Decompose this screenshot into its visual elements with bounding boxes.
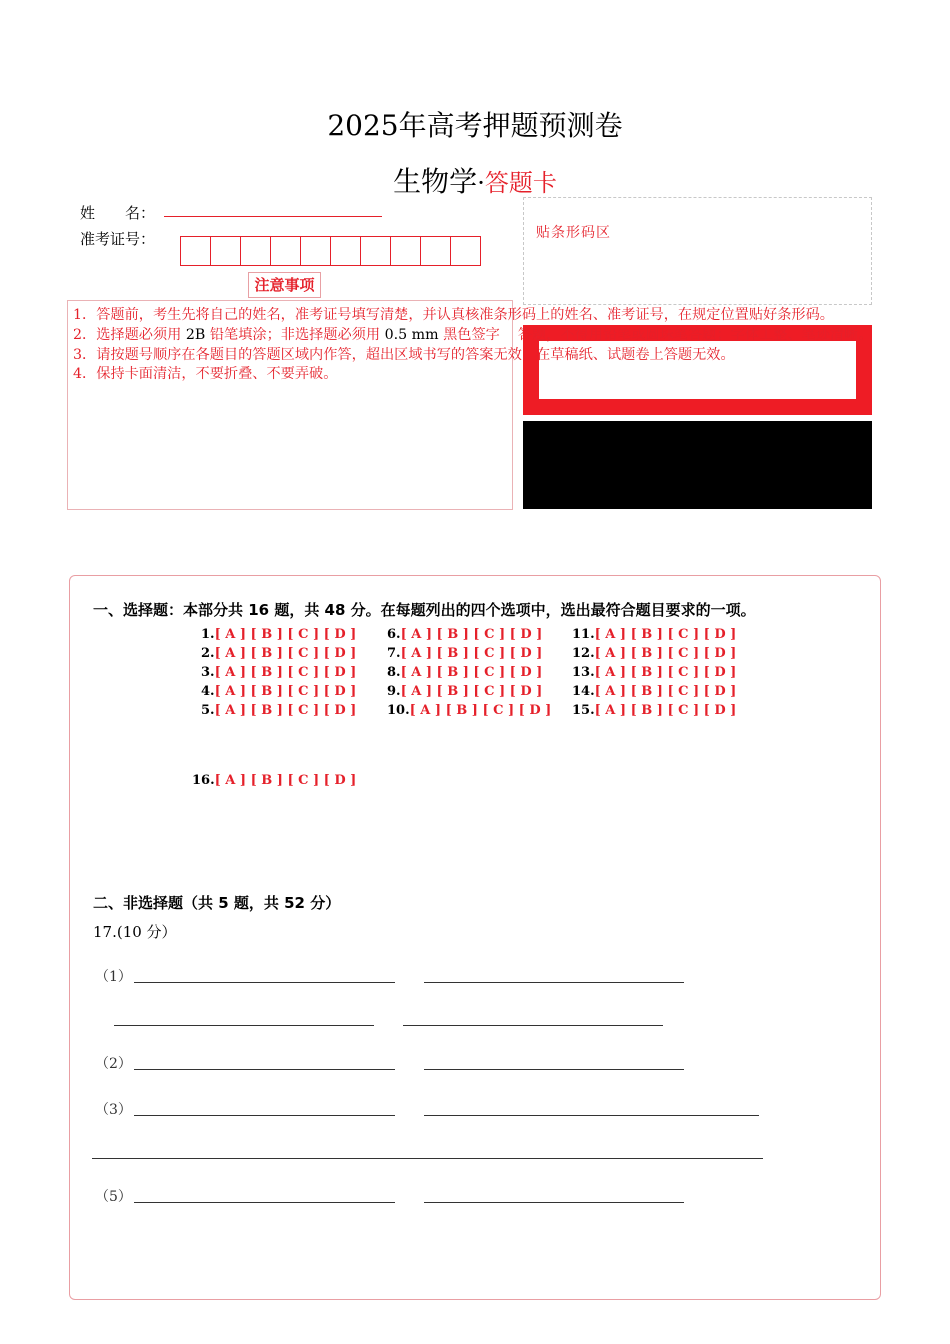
answer-line[interactable] bbox=[134, 982, 395, 983]
exam-id-cell[interactable] bbox=[210, 236, 241, 266]
page-subtitle bbox=[0, 160, 950, 200]
barcode-label: 贴条形码区 bbox=[536, 225, 611, 241]
question-number: 12. bbox=[572, 646, 595, 661]
black-block bbox=[523, 421, 872, 509]
exam-id-cell[interactable] bbox=[270, 236, 301, 266]
exam-id-cell[interactable] bbox=[420, 236, 451, 266]
answer-line[interactable] bbox=[424, 1115, 759, 1116]
choice-question bbox=[201, 684, 356, 699]
question-number: 5. bbox=[201, 703, 215, 718]
choice-question bbox=[572, 646, 736, 661]
answer-line[interactable] bbox=[424, 1069, 684, 1070]
choice-options[interactable]: [ A ] [ B ] [ C ] [ D ] bbox=[214, 627, 357, 642]
question-number: 15. bbox=[572, 703, 595, 718]
question-number: 9. bbox=[387, 684, 401, 699]
part-label: （5） bbox=[95, 1189, 132, 1205]
choice-options[interactable]: [ A ] [ B ] [ C ] [ D ] bbox=[214, 684, 357, 699]
section-2-heading: 二、非选择题（共 5 题，共 52 分） bbox=[93, 894, 341, 912]
question-number: 4. bbox=[201, 684, 215, 699]
notice-title: 注意事项 bbox=[248, 272, 321, 298]
choice-options[interactable]: [ A ] [ B ] [ C ] [ D ] bbox=[594, 703, 737, 718]
notice-item-2-part: 答题，不得用铅笔或圆珠笔答题；字体工整、笔迹清晰。 bbox=[517, 326, 873, 343]
notice-item-2-part: 2B bbox=[185, 326, 206, 343]
question-number: 6. bbox=[387, 627, 401, 642]
choice-question bbox=[201, 646, 356, 661]
question-number: 7. bbox=[387, 646, 401, 661]
exam-id-grid bbox=[180, 236, 481, 266]
name-label: 姓 名： bbox=[80, 204, 156, 222]
choice-options[interactable]: [ A ] [ B ] [ C ] [ D ] bbox=[214, 703, 357, 718]
notice-item: 3．请按题号顺序在各题目的答题区域内作答，超出区域书写的答案无效；在草稿纸、试题卷上答题无效。 bbox=[73, 346, 735, 363]
question-number: 16. bbox=[192, 773, 215, 788]
notice-item: 4．保持卡面清洁，不要折叠、不要弄破。 bbox=[73, 366, 338, 383]
choice-question bbox=[387, 646, 542, 661]
answer-line[interactable] bbox=[403, 1025, 663, 1026]
exam-id-cell[interactable] bbox=[180, 236, 211, 266]
page-title: 2025年高考押题预测卷 bbox=[327, 109, 623, 142]
section-1-heading: 一、选择题：本部分共 16 题，共 48 分。在每题列出的四个选项中，选出最符合题目要求的一项。 bbox=[93, 601, 756, 619]
question-number: 14. bbox=[572, 684, 595, 699]
choice-question bbox=[387, 684, 542, 699]
question-number: 3. bbox=[201, 665, 215, 680]
notice-item bbox=[73, 326, 873, 346]
exam-id-cell[interactable] bbox=[300, 236, 331, 266]
choice-options[interactable]: [ A ] [ B ] [ C ] [ D ] bbox=[400, 627, 543, 642]
question-number: 13. bbox=[572, 665, 595, 680]
answer-line[interactable] bbox=[114, 1025, 374, 1026]
answer-line[interactable] bbox=[134, 1202, 395, 1203]
answer-line[interactable] bbox=[134, 1069, 395, 1070]
notice-item-2-part: 2．选择题必须用 bbox=[73, 326, 186, 343]
part-label: （3） bbox=[95, 1102, 132, 1118]
name-field[interactable] bbox=[164, 216, 382, 217]
notice-item-2-part: 铅笔填涂；非选择题必须用 bbox=[205, 326, 385, 343]
answer-line[interactable] bbox=[92, 1158, 763, 1159]
question-number: 11. bbox=[572, 627, 595, 642]
subtitle-dot: · bbox=[477, 169, 485, 197]
choice-options[interactable]: [ A ] [ B ] [ C ] [ D ] bbox=[594, 665, 737, 680]
choice-question bbox=[201, 703, 356, 718]
part-label: （2） bbox=[95, 1056, 132, 1072]
choice-question bbox=[572, 684, 736, 699]
exam-id-cell[interactable] bbox=[360, 236, 391, 266]
choice-question bbox=[201, 627, 356, 642]
choice-question bbox=[192, 773, 356, 788]
choice-options[interactable]: [ A ] [ B ] [ C ] [ D ] bbox=[400, 646, 543, 661]
choice-options[interactable]: [ A ] [ B ] [ C ] [ D ] bbox=[214, 773, 357, 788]
barcode-area bbox=[523, 197, 872, 305]
choice-question bbox=[201, 665, 356, 680]
question-number: 10. bbox=[387, 703, 410, 718]
notice-list bbox=[73, 306, 873, 385]
choice-options[interactable]: [ A ] [ B ] [ C ] [ D ] bbox=[409, 703, 552, 718]
part-label: （1） bbox=[95, 969, 132, 985]
choice-question bbox=[387, 627, 542, 642]
question-17-label: 17.(10 分） bbox=[93, 923, 177, 941]
notice-item-2-part: 黑色签字 bbox=[438, 326, 500, 343]
question-number: 8. bbox=[387, 665, 401, 680]
answer-line[interactable] bbox=[424, 1202, 684, 1203]
choice-options[interactable]: [ A ] [ B ] [ C ] [ D ] bbox=[214, 665, 357, 680]
exam-id-cell[interactable] bbox=[450, 236, 481, 266]
subject-name: 生物学 bbox=[393, 165, 478, 198]
choice-options[interactable]: [ A ] [ B ] [ C ] [ D ] bbox=[594, 627, 737, 642]
choice-options[interactable]: [ A ] [ B ] [ C ] [ D ] bbox=[400, 684, 543, 699]
choice-options[interactable]: [ A ] [ B ] [ C ] [ D ] bbox=[214, 646, 357, 661]
answer-card-label: 答题卡 bbox=[484, 169, 557, 197]
choice-question bbox=[387, 665, 542, 680]
notice-item-2-part: 0.5 mm bbox=[384, 326, 439, 343]
exam-id-label: 准考证号： bbox=[80, 230, 156, 248]
question-number: 2. bbox=[201, 646, 215, 661]
choice-options[interactable]: [ A ] [ B ] [ C ] [ D ] bbox=[400, 665, 543, 680]
answer-line[interactable] bbox=[424, 982, 684, 983]
choice-question bbox=[572, 665, 736, 680]
exam-id-cell[interactable] bbox=[390, 236, 421, 266]
exam-id-cell[interactable] bbox=[330, 236, 361, 266]
choice-question bbox=[572, 703, 736, 718]
notice-item: 1．答题前，考生先将自己的姓名，准考证号填写清楚，并认真核准条形码上的姓名、准考证号，在规定位置贴好条形码。 bbox=[73, 307, 834, 323]
exam-id-cell[interactable] bbox=[240, 236, 271, 266]
choice-options[interactable]: [ A ] [ B ] [ C ] [ D ] bbox=[594, 646, 737, 661]
choice-options[interactable]: [ A ] [ B ] [ C ] [ D ] bbox=[594, 684, 737, 699]
choice-question bbox=[572, 627, 736, 642]
question-number: 1. bbox=[201, 627, 215, 642]
answer-line[interactable] bbox=[134, 1115, 395, 1116]
choice-question bbox=[387, 703, 551, 718]
